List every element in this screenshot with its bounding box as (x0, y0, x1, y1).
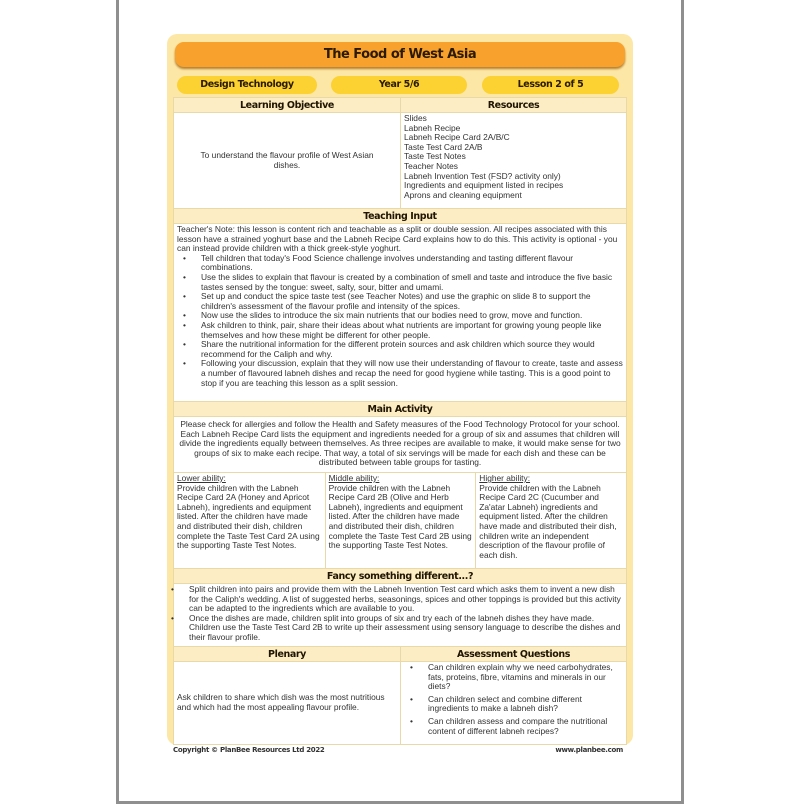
ability-label: Lower ability: (177, 473, 226, 483)
assessment-question: • Can children select and combine different ingredients to make a labneh dish? (404, 695, 623, 714)
ability-label: Middle ability: (328, 473, 380, 483)
teaching-bullet: • Now use the slides to introduce the six main nutrients that our bodies need to grow, move and function. (177, 311, 623, 321)
teaching-bullet: • Set up and conduct the spice taste test (see Teacher Notes) and use the graphic on slide 8 to support the children's assessment of the flavour profile and intensity of the spices. (177, 292, 623, 311)
year-pill: Year 5/6 (331, 76, 467, 94)
ability-text: Provide children with the Labneh Recipe Card 2A (Honey and Apricot Labneh), ingredients and equipment listed. After the children have made and distributed their dish, children complete the Taste Test Card 2A using the supporting Taste Test Notes. (177, 482, 320, 551)
ability-label: Higher ability: (479, 473, 531, 483)
fancy-bullet: • Split children into pairs and provide them with the Labneh Invention Test card which asks them to invent a new dish for the Caliph's wedding. A list of suggested herbs, seasonings, spices and other toppings is provided but this activity can be adapted to the ingredients which are available to you. (165, 585, 623, 614)
lesson-table (173, 97, 627, 745)
resource-item: Labneh Recipe Card 2A/B/C (404, 132, 510, 143)
resource-item: Taste Test Notes (404, 151, 466, 162)
resource-item: Labneh Invention Test (FSD? activity only) (404, 170, 561, 181)
lesson-title: The Food of West Asia (175, 42, 625, 67)
main-activity-intro: Please check for allergies and follow the Health and Safety measures of the Food Technology Protocol for your school. Each Labneh Recipe Card lists the equipment and ingredients needed for a group of six and assumes that children will divide the ingredients equally between themselves. As three recipes are available to make, it would make sense for two groups of six to make each recipe. That way, a total of six servings will be made for each dish and these can be distributed between table groups for tasting. (174, 417, 626, 473)
assessment-question: • Can children assess and compare the nutritional content of different labneh recipes? (404, 717, 623, 736)
ability-column (475, 473, 626, 568)
resources-list (400, 113, 626, 208)
fancy-bullet: • Once the dishes are made, children split into groups of six and try each of the labneh dishes they have made. Children use the Taste Test Card 2B to write up their assessment using sensory language to describe the dishes and their flavour profile. (165, 614, 623, 643)
lesson-pill: Lesson 2 of 5 (482, 76, 619, 94)
learning-objective-text: To understand the flavour profile of West Asian dishes. (200, 149, 374, 170)
resource-item: Ingredients and equipment listed in recipes (404, 180, 564, 191)
teaching-input-header: Teaching Input (174, 209, 626, 224)
learning-objective-header: Learning Objective (174, 98, 400, 113)
fancy-content (174, 584, 626, 647)
teaching-bullet: • Tell children that today's Food Science challenge involves understanding and tasting different flavour combinations. (177, 254, 623, 273)
plenary-header: Plenary (174, 647, 400, 662)
teaching-bullet: • Share the nutritional information for the different protein sources and ask children which source they would recommend for the Caliph and why. (177, 340, 623, 359)
fancy-header: Fancy something different...? (174, 569, 626, 584)
teaching-input-content (174, 224, 626, 402)
ability-text: Provide children with the Labneh Recipe Card 2C (Cucumber and Za'atar Labneh) ingredients and equipment listed. After the children have made and distributed their dish, children write an independent description of the flavour profile of each dish. (479, 482, 617, 560)
teaching-bullet: • Ask children to think, pair, share their ideas about what nutrients are important for growing young people like themselves and how these might be different for other people. (177, 321, 623, 340)
main-activity-header: Main Activity (174, 402, 626, 417)
ability-column (174, 473, 325, 568)
teaching-input-list (177, 254, 623, 388)
resource-item: Aprons and cleaning equipment (404, 189, 522, 200)
resources-header: Resources (400, 98, 626, 113)
assessment-content (400, 662, 626, 744)
copyright: Copyright © PlanBee Resources Ltd 2022 (173, 746, 325, 754)
ability-text: Provide children with the Labneh Recipe Card 2B (Olive and Herb Labneh), ingredients and equipment listed. After the children have made and distributed their dish, children complete the Taste Test Card 2B using the supporting Taste Test Notes. (328, 482, 472, 551)
ability-column (325, 473, 476, 568)
resource-item: Slides (404, 113, 427, 123)
resource-item: Taste Test Card 2A/B (404, 141, 483, 152)
resource-item: Labneh Recipe (404, 122, 461, 133)
resource-item: Teacher Notes (404, 160, 458, 171)
plenary-text: Ask children to share which dish was the most nutritious and which had the most appealing flavour profile. (177, 692, 385, 712)
subject-pill: Design Technology (177, 76, 317, 94)
teachers-note: Teacher's Note: this lesson is content rich and teachable as a split or double session. All recipes associated with this lesson have a strained yoghurt base and the Labneh Recipe Card explains how to do this. This activity is optional - you can instead provide children with a thick greek-style yoghurt. (177, 224, 618, 254)
assessment-question: • Can children explain why we need carbohydrates, fats, proteins, fibre, vitamins and minerals in our diets? (404, 663, 623, 692)
teaching-bullet: • Following your discussion, explain that they will now use their understanding of flavour to create, taste and assess a number of flavoured labneh dishes and recap the need for good hygiene while tasting. This is a good point to stop if you are teaching this lesson as a split session. (177, 359, 623, 388)
assessment-header: Assessment Questions (400, 647, 626, 662)
teaching-bullet: • Use the slides to explain that flavour is created by a combination of smell and taste and introduce the five basic tastes sensed by the tongue: sweet, salty, sour, bitter and umami. (177, 273, 623, 292)
website-link[interactable]: www.planbee.com (555, 746, 623, 754)
